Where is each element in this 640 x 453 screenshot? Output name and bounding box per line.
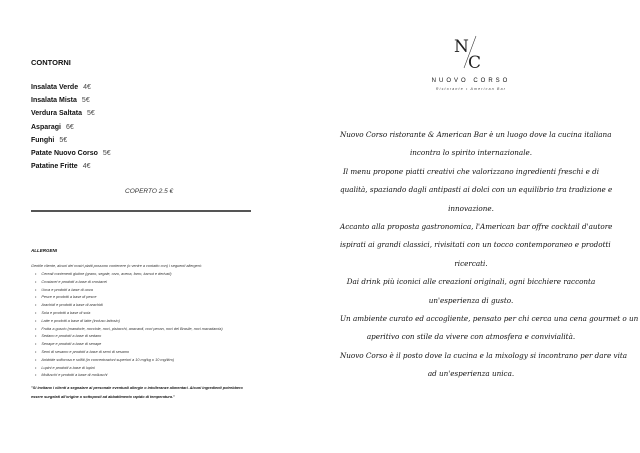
item-name: Funghi (31, 136, 55, 144)
coperto-text: COPERTO 2.5 € (125, 188, 174, 195)
svg-text:C: C (468, 53, 482, 70)
allergeni-intro: Gentile cliente, alcuni dei nostri piatti possono contenere (o venire a contatto con) i seguenti allergeni: (31, 264, 202, 268)
description-line: innovazione. (448, 203, 494, 213)
item-price: 6€ (65, 123, 74, 131)
description-line: qualità, spaziando dagli antipasti ai dolci con un equilibrio tra tradizione e (340, 185, 613, 195)
item-price: 4€ (82, 163, 91, 171)
menu-item (31, 124, 111, 137)
item-name: Insalata Verde (31, 84, 79, 91)
allergen-item: • Arachidi e prodotti a base di arachidi (35, 303, 223, 311)
allergen-item: • Lupini e prodotti a base di lupini (35, 366, 223, 374)
contorni-heading: CONTORNI (31, 58, 71, 67)
svg-text:N: N (454, 37, 469, 57)
description-line: aperitivo con stile da vivere con atmosfera e convivialità. (366, 332, 576, 342)
brand-subtitle: Ristorante • American Bar (435, 87, 507, 91)
item-price: 4€ (83, 84, 91, 91)
item-name: Asparagi (31, 123, 61, 131)
description-line: ispirati ai grandi classici, rivisitati con un tocco contemporaneo e prodotti (340, 240, 611, 250)
description-line: Accanto alla proposta gastronomica, l'American bar offre cocktail d'autore (340, 221, 613, 231)
allergen-item: • Cereali contenenti glutine (grano, segale, orzo, avena, farro, kamut e derivati) (35, 272, 223, 280)
description-line: Dai drink più iconici alle creazioni originali, ogni bicchiere racconta (346, 277, 596, 287)
allergen-item: • Frutta a guscio (mandorle, nocciole, noci, pistacchi, anacardi, noci pecan, noci del Brasile, noci macadamia) (35, 327, 223, 335)
description (340, 126, 639, 383)
allergen-item: • Pesce e prodotti a base di pesce (35, 295, 223, 303)
item-price: 5€ (59, 136, 68, 144)
item-price: 5€ (102, 149, 111, 157)
description-line: incontra lo spirito internazionale. (409, 148, 533, 158)
brand-name: NUOVO CORSO (431, 78, 511, 84)
item-name: Patatine Fritte (31, 163, 78, 171)
menu-item (31, 110, 111, 123)
item-name: Patate Nuovo Corso (31, 149, 98, 157)
item-name: Verdura Saltata (31, 110, 82, 118)
allergen-item: • Senape e prodotti a base di senape (35, 342, 223, 350)
allergen-item: • Sedano e prodotti a base di sedano (35, 334, 223, 342)
allergen-item: • Molluschi e prodotti a base di molluschi (35, 373, 223, 381)
description-line: ad un'esperienza unica. (427, 369, 515, 379)
contorni-list (31, 84, 111, 176)
menu-item (31, 163, 111, 176)
description-line: Nuovo Corso è il posto dove la cucina e la mixology si incontrano per dare vita (340, 350, 628, 360)
description-line: Il menu propone piatti creativi che valorizzano ingredienti freschi e di (342, 166, 600, 176)
allergen-item: • Latte e prodotti a base di latte (incluso lattosio) (35, 319, 223, 327)
allergeni-list (35, 272, 223, 381)
allergen-item: • Semi di sesamo e prodotti a base di semi di sesamo (35, 350, 223, 358)
description-line: ricercati. (454, 258, 488, 268)
nc-logo (452, 34, 488, 70)
allergen-item: • Crostacei e prodotti a base di crostacei (35, 280, 223, 288)
description-line: Nuovo Corso ristorante & American Bar è un luogo dove la cucina italiana (340, 130, 612, 139)
description-line: un'esperienza di gusto. (428, 295, 514, 305)
allergen-item: • Uova e prodotti a base di uova (35, 288, 223, 296)
menu-item (31, 137, 111, 150)
divider (31, 210, 251, 212)
allergen-item: • Anidride solforosa e solfiti (in concentrazioni superiori a 10 mg/kg o 10 mg/litro) (35, 358, 223, 366)
item-name: Insalata Mista (31, 97, 77, 105)
menu-item (31, 97, 111, 110)
allergeni-heading: ALLERGENI (31, 248, 58, 253)
menu-item (31, 84, 111, 97)
description-line: Un ambiente curato ed accogliente, pensato per chi cerca una cena gourmet o un (340, 313, 639, 323)
allergen-item: • Soia e prodotti a base di soia (35, 311, 223, 319)
item-price: 5€ (86, 110, 95, 118)
menu-item (31, 150, 111, 163)
allergeni-note: "Si invitano i clienti a segnalare al personale eventuali allergie o intolleranze alimentari. Alcuni ingredienti potrebbero essere surgelati all'origine o sottoposti ad abbattimento rapido di temperatura." (31, 386, 243, 399)
item-price: 5€ (81, 97, 90, 105)
